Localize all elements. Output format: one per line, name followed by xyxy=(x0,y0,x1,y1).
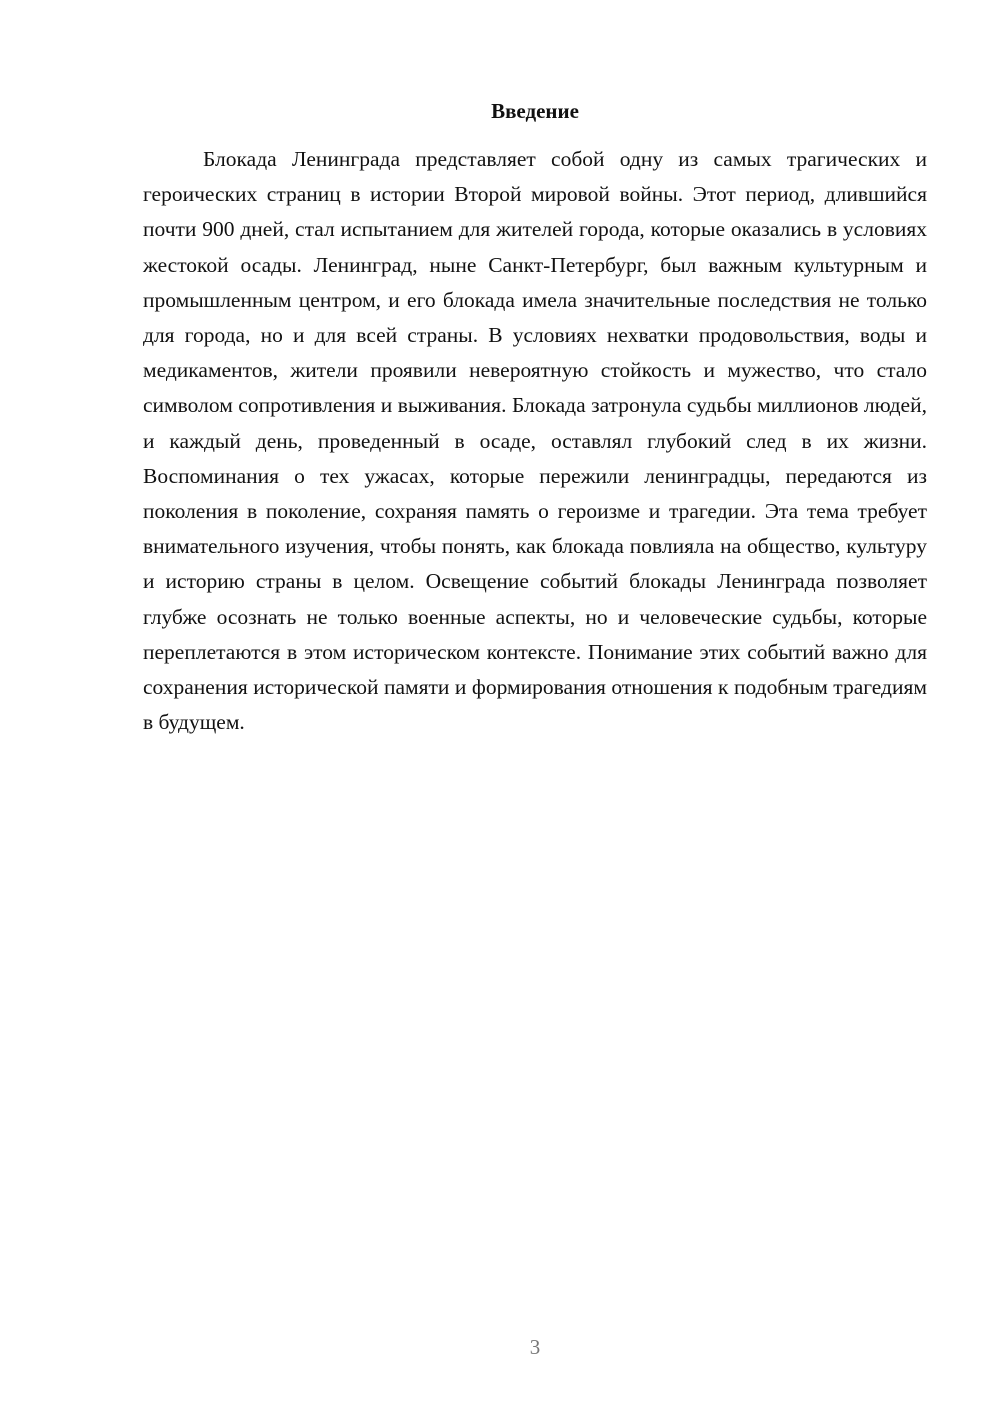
body-paragraph: Блокада Ленинграда представляет собой одну из самых трагических и героических страниц в истории Второй мировой войны. Этот период, длившийся почти 900 дней, стал испытанием для жителей города, которые оказались в условиях жестокой осады. Ленинград, ныне Санкт-Петербург, был важным культурным и промышленным центром, и его блокада имела значительные последствия не только для города, но и для всей страны. В условиях нехватки продовольствия, воды и медикаментов, жители проявили невероятную стойкость и мужество, что стало символом сопротивления и выживания. Блокада затронула судьбы миллионов людей, и каждый день, проведенный в осаде, оставлял глубокий след в их жизни. Воспоминания о тех ужасах, которые пережили ленинградцы, передаются из поколения в поколение, сохраняя память о героизме и трагедии. Эта тема требует внимательного изучения, чтобы понять, как блокада повлияла на общество, культуру и историю страны в целом. Освещение событий блокады Ленинграда позволяет глубже осознать не только военные аспекты, но и человеческие судьбы, которые переплетаются в этом историческом контексте. Понимание этих событий важно для сохранения исторической памяти и формирования отношения к подобным трагедиям в будущем. xyxy=(143,147,927,735)
page-number: 3 xyxy=(529,1335,541,1359)
section-heading: Введение xyxy=(491,99,579,123)
